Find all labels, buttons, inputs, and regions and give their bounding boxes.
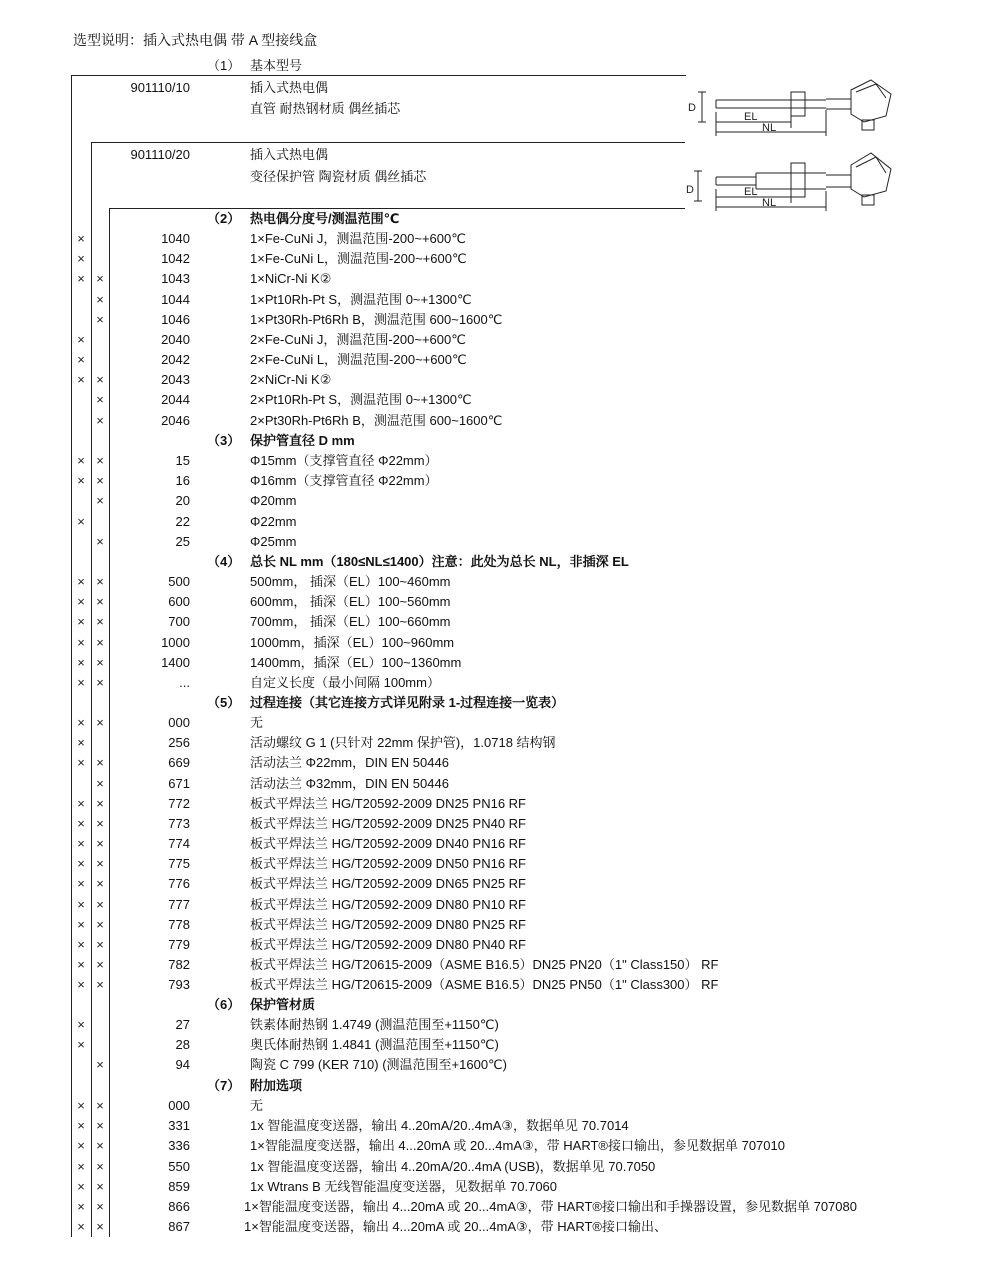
option-description: 板式平焊法兰 HG/T20592-2009 DN40 PN16 RF (250, 836, 526, 851)
option-code: 336 (168, 1138, 190, 1153)
option-description: 板式平焊法兰 HG/T20592-2009 DN65 PN25 RF (250, 876, 526, 891)
option-mark-col2: × (96, 292, 104, 307)
option-description: 1000mm，插深（EL）100~960mm (250, 635, 455, 650)
option-mark-col2: × (96, 473, 104, 488)
option-description: 板式平焊法兰 HG/T20592-2009 DN50 PN16 RF (250, 856, 526, 871)
option-code: 859 (168, 1179, 190, 1194)
option-description: 1×NiCr-Ni K② (250, 271, 332, 286)
option-mark-col2: × (96, 1118, 104, 1133)
option-mark-col1: × (77, 735, 85, 750)
option-description: Φ25mm (250, 534, 297, 549)
option-mark-col1: × (77, 352, 85, 367)
option-code: 777 (168, 897, 190, 912)
option-code: 775 (168, 856, 190, 871)
section-heading-2: 热电偶分度号/测温范围℃ (250, 211, 400, 226)
option-mark-col2: × (96, 876, 104, 891)
option-description: 板式平焊法兰 HG/T20592-2009 DN80 PN40 RF (250, 937, 526, 952)
option-mark-col2: × (96, 977, 104, 992)
option-mark-col1: × (77, 473, 85, 488)
diagram2-label-el: EL (744, 186, 758, 198)
option-description: 1×智能温度变送器，输出 4...20mA 或 20...4mA③，带 HART®接口输出和手操器设置，参见数据单 707080 (244, 1199, 857, 1214)
option-code: 1046 (161, 312, 190, 327)
option-mark-col2: × (96, 413, 104, 428)
section-number-3: （3） (207, 433, 241, 448)
option-description: 1×Fe-CuNi J，测温范围-200~+600℃ (250, 231, 466, 246)
option-mark-col2: × (96, 453, 104, 468)
option-mark-col1: × (77, 816, 85, 831)
option-mark-col2: × (96, 1057, 104, 1072)
option-description: Φ22mm (250, 514, 297, 529)
section-heading-5: 过程连接（其它连接方式详见附录 1-过程连接一览表） (250, 695, 565, 710)
option-mark-col2: × (96, 957, 104, 972)
option-code: 2043 (161, 372, 190, 387)
option-description: 2×Fe-CuNi J，测温范围-200~+600℃ (250, 332, 466, 347)
option-code: 700 (168, 614, 190, 629)
option-mark-col2: × (96, 755, 104, 770)
option-description: 活动法兰 Φ22mm，DIN EN 50446 (250, 755, 449, 770)
option-code: 671 (168, 776, 190, 791)
option-mark-col1: × (77, 655, 85, 670)
option-description: 板式平焊法兰 HG/T20592-2009 DN80 PN10 RF (250, 897, 526, 912)
section-heading-7: 附加选项 (250, 1078, 303, 1093)
option-mark-col1: × (77, 231, 85, 246)
option-mark-col2: × (96, 1159, 104, 1174)
option-mark-col2: × (96, 937, 104, 952)
option-code: 000 (168, 1098, 190, 1113)
option-description: 板式平焊法兰 HG/T20592-2009 DN80 PN25 RF (250, 917, 526, 932)
option-code: 25 (175, 534, 190, 549)
option-code: 600 (168, 594, 190, 609)
option-code: 1044 (161, 292, 190, 307)
option-mark-col2: × (96, 1098, 104, 1113)
option-mark-col1: × (77, 977, 85, 992)
tree-branch-1 (71, 75, 686, 76)
option-code: 867 (168, 1219, 190, 1234)
option-description: 板式平焊法兰 HG/T20615-2009（ASME B16.5）DN25 PN50（1" Class300） RF (250, 977, 719, 992)
section-heading-6: 保护管材质 (250, 997, 316, 1012)
option-code: 15 (175, 453, 190, 468)
option-mark-col2: × (96, 594, 104, 609)
option-description: 1×Pt30Rh-Pt6Rh B，测温范围 600~1600℃ (250, 312, 503, 327)
section-number-5: （5） (207, 695, 241, 710)
option-description: 1×智能温度变送器，输出 4...20mA 或 20...4mA③，带 HART®接口输出，参见数据单 707010 (250, 1138, 785, 1153)
model-code-2: 901110/20 (130, 147, 190, 162)
option-mark-col1: × (77, 1219, 85, 1234)
option-code: 20 (175, 493, 190, 508)
option-mark-col2: × (96, 635, 104, 650)
option-code: 779 (168, 937, 190, 952)
option-mark-col2: × (96, 1138, 104, 1153)
option-code: 774 (168, 836, 190, 851)
option-code: 866 (168, 1199, 190, 1214)
option-mark-col1: × (77, 635, 85, 650)
diagram2-label-d: D (686, 184, 694, 196)
option-mark-col1: × (77, 1098, 85, 1113)
model-line1-2: 插入式热电偶 (250, 147, 329, 162)
option-description: 500mm， 插深（EL）100~460mm (250, 574, 451, 589)
section-number-6: （6） (207, 997, 241, 1012)
option-mark-col2: × (96, 917, 104, 932)
option-description: Φ15mm（支撑管直径 Φ22mm） (250, 453, 438, 468)
section-heading-3: 保护管直径 D mm (250, 433, 355, 448)
thermocouple-reduced-diagram (686, 145, 900, 217)
option-code: 94 (175, 1057, 190, 1072)
option-code: 331 (168, 1118, 190, 1133)
option-description: 700mm， 插深（EL）100~660mm (250, 614, 451, 629)
diagram-label-el: EL (744, 111, 758, 123)
option-code: 782 (168, 957, 190, 972)
option-description: 板式平焊法兰 HG/T20615-2009（ASME B16.5）DN25 PN20（1" Class150） RF (250, 957, 719, 972)
option-mark-col1: × (77, 251, 85, 266)
option-mark-col2: × (96, 574, 104, 589)
option-description: 1x Wtrans B 无线智能温度变送器，见数据单 70.7060 (250, 1179, 558, 1194)
option-mark-col1: × (77, 453, 85, 468)
option-mark-col1: × (77, 715, 85, 730)
option-code: 772 (168, 796, 190, 811)
option-mark-col1: × (77, 796, 85, 811)
option-mark-col1: × (77, 1199, 85, 1214)
option-code: 16 (175, 473, 190, 488)
model-line2-1: 直管 耐热钢材质 偶丝插芯 (250, 101, 401, 116)
option-description: 1x 智能温度变送器，输出 4..20mA/20..4mA③，数据单见 70.7014 (250, 1118, 629, 1133)
option-mark-col2: × (96, 1219, 104, 1234)
option-code: 2044 (161, 392, 190, 407)
option-description: 活动法兰 Φ32mm，DIN EN 50446 (250, 776, 449, 791)
option-description: 自定义长度（最小间隔 100mm） (250, 675, 440, 690)
option-mark-col2: × (96, 372, 104, 387)
option-mark-col1: × (77, 957, 85, 972)
option-mark-col1: × (77, 1037, 85, 1052)
option-code: 2040 (161, 332, 190, 347)
option-code: 2046 (161, 413, 190, 428)
model-line2-2: 变径保护管 陶瓷材质 偶丝插芯 (250, 169, 427, 184)
option-description: 奥氏体耐热钢 1.4841 (测温范围至+1150℃) (250, 1037, 499, 1052)
option-description: 2×Fe-CuNi L，测温范围-200~+600℃ (250, 352, 467, 367)
option-mark-col1: × (77, 856, 85, 871)
option-mark-col1: × (77, 836, 85, 851)
section-heading-4: 总长 NL mm（180≤NL≤1400）注意：此处为总长 NL，非插深 EL (250, 554, 629, 569)
option-code: 773 (168, 816, 190, 831)
option-mark-col2: × (96, 493, 104, 508)
option-description: 无 (250, 715, 264, 730)
thermocouple-straight-diagram (686, 70, 900, 142)
option-mark-col1: × (77, 675, 85, 690)
tree-trunk-1 (71, 75, 72, 1237)
option-code: 28 (175, 1037, 190, 1052)
option-description: 1×Pt10Rh-Pt S，测温范围 0~+1300℃ (250, 292, 472, 307)
option-code: 669 (168, 755, 190, 770)
option-mark-col2: × (96, 1199, 104, 1214)
option-description: 板式平焊法兰 HG/T20592-2009 DN25 PN16 RF (250, 796, 526, 811)
section-heading-1: 基本型号 (250, 58, 303, 73)
option-mark-col2: × (96, 271, 104, 286)
option-description: 1x 智能温度变送器，输出 4..20mA/20..4mA (USB)，数据单见 70.7050 (250, 1159, 656, 1174)
option-code: 27 (175, 1017, 190, 1032)
option-code: 1043 (161, 271, 190, 286)
option-mark-col1: × (77, 1138, 85, 1153)
option-mark-col1: × (77, 897, 85, 912)
option-description: Φ16mm（支撑管直径 Φ22mm） (250, 473, 438, 488)
option-description: 活动螺纹 G 1 (只针对 22mm 保护管)，1.0718 结构钢 (250, 735, 556, 750)
option-mark-col2: × (96, 715, 104, 730)
model-line1-1: 插入式热电偶 (250, 80, 329, 95)
option-mark-col1: × (77, 271, 85, 286)
option-mark-col2: × (96, 312, 104, 327)
section-number-1: （1） (207, 58, 241, 73)
option-code: 1040 (161, 231, 190, 246)
option-description: 1×Fe-CuNi L，测温范围-200~+600℃ (250, 251, 467, 266)
option-mark-col2: × (96, 675, 104, 690)
option-mark-col1: × (77, 937, 85, 952)
option-mark-col2: × (96, 816, 104, 831)
option-mark-col1: × (77, 614, 85, 629)
option-mark-col1: × (77, 372, 85, 387)
option-description: 铁素体耐热钢 1.4749 (测温范围至+1150℃) (250, 1017, 499, 1032)
option-description: 板式平焊法兰 HG/T20592-2009 DN25 PN40 RF (250, 816, 526, 831)
diagram2-label-nl: NL (762, 197, 777, 209)
option-code: 22 (175, 514, 190, 529)
option-mark-col1: × (77, 594, 85, 609)
option-description: 2×Pt10Rh-Pt S，测温范围 0~+1300℃ (250, 392, 472, 407)
option-description: Φ20mm (250, 493, 297, 508)
option-mark-col2: × (96, 776, 104, 791)
option-description: 2×NiCr-Ni K② (250, 372, 332, 387)
option-mark-col2: × (96, 897, 104, 912)
option-description: 2×Pt30Rh-Pt6Rh B，测温范围 600~1600℃ (250, 413, 503, 428)
option-code: 550 (168, 1159, 190, 1174)
option-description: 600mm， 插深（EL）100~560mm (250, 594, 451, 609)
option-description: 1400mm，插深（EL）100~1360mm (250, 655, 462, 670)
tree-branch-2 (91, 142, 685, 143)
option-description: 1×智能温度变送器，输出 4...20mA 或 20...4mA③，带 HART®接口输出、 (244, 1219, 667, 1234)
option-mark-col1: × (77, 1159, 85, 1174)
diagram-label-d: D (688, 102, 696, 114)
option-description: 无 (250, 1098, 264, 1113)
option-code: 1042 (161, 251, 190, 266)
option-mark-col2: × (96, 836, 104, 851)
option-mark-col2: × (96, 796, 104, 811)
option-mark-col2: × (96, 614, 104, 629)
option-description: 陶瓷 C 799 (KER 710) (测温范围至+1600℃) (250, 1057, 507, 1072)
option-mark-col1: × (77, 917, 85, 932)
option-code: 000 (168, 715, 190, 730)
option-mark-col2: × (96, 655, 104, 670)
section-number-7: （7） (207, 1078, 241, 1093)
option-mark-col1: × (77, 514, 85, 529)
option-code: ... (179, 675, 190, 690)
section-number-4: （4） (207, 554, 241, 569)
option-mark-col1: × (77, 1179, 85, 1194)
option-code: 1000 (161, 635, 190, 650)
page-title: 选型说明：插入式热电偶 带 A 型接线盒 (73, 32, 318, 48)
option-code: 776 (168, 876, 190, 891)
option-mark-col2: × (96, 1179, 104, 1194)
section-number-2: （2） (207, 211, 241, 226)
option-code: 256 (168, 735, 190, 750)
option-code: 1400 (161, 655, 190, 670)
option-mark-col1: × (77, 332, 85, 347)
diagram-label-nl: NL (762, 122, 777, 134)
option-mark-col1: × (77, 876, 85, 891)
tree-trunk-2 (91, 142, 92, 1237)
option-mark-col2: × (96, 856, 104, 871)
option-mark-col1: × (77, 1118, 85, 1133)
model-code-1: 901110/10 (130, 80, 190, 95)
option-code: 500 (168, 574, 190, 589)
option-mark-col2: × (96, 392, 104, 407)
option-mark-col1: × (77, 574, 85, 589)
option-code: 2042 (161, 352, 190, 367)
option-mark-col1: × (77, 755, 85, 770)
option-mark-col1: × (77, 1017, 85, 1032)
option-mark-col2: × (96, 534, 104, 549)
option-code: 778 (168, 917, 190, 932)
option-code: 793 (168, 977, 190, 992)
